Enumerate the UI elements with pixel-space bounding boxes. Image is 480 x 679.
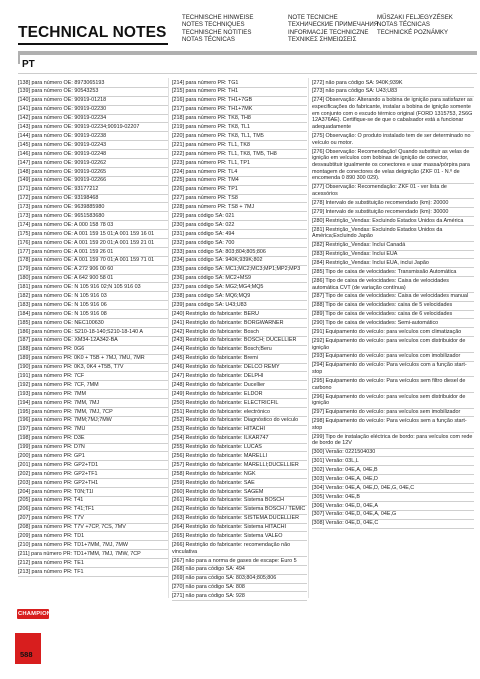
note-entry: [285] Tipo de caixa de velocidades: Transmissão Automática xyxy=(312,268,474,277)
note-entry: [236] para código SA: MC2+MS9 xyxy=(172,275,307,284)
note-entry: [147] para número OE: 90919-02262 xyxy=(18,159,168,168)
header-translations-2 xyxy=(288,14,378,43)
note-entry: [213] para número PR: TF1 xyxy=(18,568,168,577)
note-entry: [300] Versão: 0221504030 xyxy=(312,449,474,458)
note-entry: [140] para número OE: 90919-01218 xyxy=(18,97,168,106)
note-entry: [293] Equipamento do veículo: para veículos com imobilizador xyxy=(312,353,474,362)
note-entry: [145] para número OE: 90919-02243 xyxy=(18,141,168,150)
champion-logo-badge xyxy=(17,609,52,619)
page-title: TECHNICAL NOTES xyxy=(18,24,167,41)
translation: TECHNICKÉ POZNÁMKY xyxy=(377,28,449,36)
title-underline xyxy=(18,43,168,45)
note-entry: [225] para número PR: TM4 xyxy=(172,177,307,186)
note-entry: [197] para número PR: 7MU xyxy=(18,426,168,435)
note-entry: [237] para código SA: MG2;MG4;MQ5 xyxy=(172,283,307,292)
note-entry: [239] para código SA: U43;U83 xyxy=(172,301,307,310)
note-entry: [242] Restrição do fabricante: Bosch xyxy=(172,328,307,337)
note-entry: [216] para número PR: TH1+7GB xyxy=(172,97,307,106)
note-entry: [211] para número PR: TD1+7MM, 7MJ, 7MW, 7CP xyxy=(18,550,168,559)
note-entry: [222] para número PR: TL1, TK8, TM5, TH8 xyxy=(172,150,307,159)
note-entry: [193] para número PR: 7MM xyxy=(18,390,168,399)
translation: ТЕХНИЧЕСКИЕ ПРИМЕЧАНИЯ xyxy=(288,21,379,29)
note-entry: [260] Restrição do fabricante: SAGEM xyxy=(172,488,307,497)
note-entry: [258] Restrição do fabricante: NGK xyxy=(172,470,307,479)
note-entry: [276] Observação: Recomendação! Quando substituir as velas de ignição em veículos com bobinas de ignição de conector, desvaubtituir igualmente os conectores e usar massa/pórpira para montagem de conectores de velas deignição (ZKF 01 - N.º de encomenda 0 890 300 029). xyxy=(312,148,474,184)
note-entry: [308] Versão: 04E,D, 04E,C xyxy=(312,520,474,529)
note-entry: [251] Restrição do fabricante: electrónico xyxy=(172,408,307,417)
note-entry: [233] para código SA: 803;804;805;806 xyxy=(172,248,307,257)
note-entry: [252] Restrição do fabricante: Diagnóstico do veículo xyxy=(172,417,307,426)
note-entry: [282] Restrição_Vendas: Inclui Canadá xyxy=(312,242,474,251)
header-divider-bar xyxy=(18,51,477,55)
note-entry: [259] Restrição do fabricante: SAE xyxy=(172,479,307,488)
note-entry: [297] Equipamento do veículo: para veículos sem imobilizador xyxy=(312,409,474,418)
note-entry: [273] não para código SA: U43;U83 xyxy=(312,88,474,97)
note-entry: [278] Intervalo de substituição recomendado (km): 20000 xyxy=(312,199,474,208)
note-entry: [261] Restrição do fabricante: Sistema BOSCH xyxy=(172,497,307,506)
note-entry: [291] Equipamento do veículo: para veículos com climatização xyxy=(312,328,474,337)
note-entry: [296] Equipamento do veículo: para veículos sem distribuidor de ignição xyxy=(312,393,474,409)
header-translations-1 xyxy=(182,14,253,43)
note-entry: [200] para número PR: GP1 xyxy=(18,452,168,461)
section-divider xyxy=(18,73,477,74)
note-entry: [246] Restrição do fabricante: DELCO REMY xyxy=(172,364,307,373)
note-entry: [217] para número PR: TH1+7MK xyxy=(172,106,307,115)
note-entry: [281] Restrição_Vendas: Excluindo Estados Unidos da América;Excluindo Japão xyxy=(312,226,474,242)
note-entry: [179] para número OE: A 272 906 00 60 xyxy=(18,266,168,275)
note-entry: [288] Tipo de caixa de velocidades: caixa de 5 velocidades xyxy=(312,302,474,311)
note-entry: [302] Versão: 04E,A, 04E,B xyxy=(312,466,474,475)
note-entry: [203] para número PR: GP2+TH1 xyxy=(18,479,168,488)
note-entry: [250] Restrição do fabricante: ELECTRICFIL xyxy=(172,399,307,408)
column-divider xyxy=(308,78,309,598)
note-entry: [218] para número PR: TK8, TH8 xyxy=(172,115,307,124)
note-entry: [212] para número PR: TE1 xyxy=(18,559,168,568)
note-entry: [205] para número PR: T41 xyxy=(18,497,168,506)
note-entry: [172] para número OE: 93198468 xyxy=(18,195,168,204)
note-entry: [175] para número OE: A 001 159 15 01;A 001 159 16 01 xyxy=(18,230,168,239)
note-entry: [221] para número PR: TL1, TK8 xyxy=(172,141,307,150)
note-entry: [185] para número OE: NEC100630 xyxy=(18,319,168,328)
note-entry: [226] para número PR: TP1 xyxy=(172,186,307,195)
note-entry: [305] Versão: 04E,B xyxy=(312,493,474,502)
note-entry: [215] para número PR: TH1 xyxy=(172,88,307,97)
note-entry: [294] Equipamento do veículo: Para veículos com a função start-stop xyxy=(312,362,474,378)
note-entry: [289] Tipo de caixa de velocidades: caixa de 6 velocidades xyxy=(312,311,474,320)
note-entry: [138] para número OE: 8973065193 xyxy=(18,79,168,88)
note-entry: [265] Restrição do fabricante: Sistema VALEO xyxy=(172,532,307,541)
note-entry: [274] Observação: Alterando a bobina de ignição para satisfazer as especificações do fabricante, instalar a bobina de ignição somente em conjunto com o escudo térmico original (FORD 1315753, 2S6G 12A376AE). Certifique-se de que o cabalsador está a funcionar adequadamente xyxy=(312,97,474,133)
note-entry: [204] para número PR: T0N;T1I xyxy=(18,488,168,497)
translation: TECHNISCHE HINWEISE xyxy=(182,14,254,21)
translation: NOTES TECHNIQUES xyxy=(182,21,245,29)
note-entry: [253] Restrição do fabricante: HITACHI xyxy=(172,426,307,435)
note-entry: [219] para número PR: TK8, TL1 xyxy=(172,123,307,132)
champion-logo xyxy=(15,603,52,631)
note-entry: [144] para número OE: 90919-02238 xyxy=(18,132,168,141)
note-entry: [202] para número PR: GP2+TF1 xyxy=(18,470,168,479)
note-entry: [238] para código SA: MQ6;MQ9 xyxy=(172,292,307,301)
translation: NOTAS TÉCNICAS xyxy=(182,35,235,43)
notes-column-left xyxy=(18,79,168,577)
note-entry: [181] para número OE: N 105 916 02;N 105 916 03 xyxy=(18,283,168,292)
note-entry: [303] Versão: 04E,A, 04E,D xyxy=(312,475,474,484)
note-entry: [196] para número PR: 7MM;7MJ;7MW xyxy=(18,417,168,426)
note-entry: [264] Restrição do fabricante: Sistema HITACHI xyxy=(172,524,307,533)
note-entry: [230] para código SA: 022 xyxy=(172,221,307,230)
note-entry: [182] para número OE: N 105 916 03 xyxy=(18,292,168,301)
note-entry: [224] para número PR: TL4 xyxy=(172,168,307,177)
note-entry: [277] Observação: Recomendação: ZKF 01 - ver lista de acessórios xyxy=(312,184,474,200)
note-entry: [244] Restrição do fabricante: Bosch;Beru xyxy=(172,346,307,355)
note-entry: [143] para número OE: 90919-02234;90919-02207 xyxy=(18,123,168,132)
note-entry: [275] Observação: O produto instalado tem de ser determinado no veículo ou motor. xyxy=(312,132,474,148)
note-entry: [231] para código SA: 494 xyxy=(172,230,307,239)
note-entry: [292] Equipamento do veículo: para veículos com distribuidor de ignição xyxy=(312,337,474,353)
notes-column-middle xyxy=(172,79,307,601)
note-entry: [208] para número PR: T7V +7CP, 7CS, 7MV xyxy=(18,524,168,533)
note-entry: [241] Restrição do fabricante: BORGWARNER xyxy=(172,319,307,328)
note-entry: [279] Intervalo de substituição recomendado (km): 30000 xyxy=(312,208,474,217)
note-entry: [214] para número PR: TG1 xyxy=(172,79,307,88)
note-entry: [299] Tipo de instalação eléctrica de bordo: para veículos com rede de bordo de 12V xyxy=(312,433,474,449)
note-entry: [270] não para código SA: 808 xyxy=(172,584,307,593)
note-entry: [256] Restrição do fabricante: MARELLI xyxy=(172,452,307,461)
note-entry: [255] Restrição do fabricante: LUCAS xyxy=(172,444,307,453)
note-entry: [141] para número OE: 90919-02230 xyxy=(18,106,168,115)
note-entry: [194] para número PR: 7MM, 7MJ xyxy=(18,399,168,408)
note-entry: [227] para número PR: TS8 xyxy=(172,195,307,204)
note-entry: [199] para número PR: D7N xyxy=(18,444,168,453)
note-entry: [195] para número PR: 7MM, 7MJ, 7CP xyxy=(18,408,168,417)
note-entry: [229] para código SA: 021 xyxy=(172,212,307,221)
page-number: 588 xyxy=(20,650,33,659)
note-entry: [245] Restrição do fabricante: Bremi xyxy=(172,355,307,364)
note-entry: [148] para número OE: 90919-02265 xyxy=(18,168,168,177)
note-entry: [272] não para código SA: 940K;939K xyxy=(312,79,474,88)
note-entry: [262] Restrição do fabricante: Sistema BOSCH / TEMIC xyxy=(172,506,307,515)
note-entry: [286] Tipo de caixa de velocidades: Caixa de velocidades automática CVT (de variação contínua) xyxy=(312,277,474,293)
note-entry: [206] para número PR: T41;TF1 xyxy=(18,506,168,515)
note-entry: [176] para número OE: A 001 159 20 01;A 001 159 21 01 xyxy=(18,239,168,248)
note-entry: [298] Equipamento do veículo: Para veículos sem a função start-stop xyxy=(312,417,474,433)
note-entry: [173] para número OE: 9639885980 xyxy=(18,203,168,212)
note-entry: [178] para número OE: A 001 159 70 01;A 001 159 71 01 xyxy=(18,257,168,266)
note-entry: [223] para número PR: TL1, TP1 xyxy=(172,159,307,168)
note-entry: [290] Tipo de caixa de velocidades: Semi-automático xyxy=(312,319,474,328)
note-entry: [269] não para código SA: 803;804;805;806 xyxy=(172,575,307,584)
note-entry: [177] para número OE: A 001 159 26 01 xyxy=(18,248,168,257)
note-entry: [283] Restrição_Vendas: Inclui EUA xyxy=(312,251,474,260)
note-entry: [284] Restrição_Vendas: Inclui EUA, inclui Japão xyxy=(312,259,474,268)
note-entry: [171] para número OE: 93177212 xyxy=(18,186,168,195)
note-entry: [280] Restrição_Vendas: Excluindo Estados Unidos da América xyxy=(312,217,474,226)
note-entry: [266] Restrição do fabricante: recomendação não vinculativa xyxy=(172,541,307,557)
note-entry: [142] para número OE: 90919-02234 xyxy=(18,115,168,124)
note-entry: [304] Versão: 04E,A, 04E,D, 04E,G, 04E,C xyxy=(312,484,474,493)
header-translations-3 xyxy=(377,14,453,36)
brand-name: CHAMPION xyxy=(18,611,52,617)
note-entry: [248] Restrição do fabricante: Ducellier xyxy=(172,381,307,390)
note-entry: [249] Restrição do fabricante: ELDOR xyxy=(172,390,307,399)
note-entry: [173] para número OE: 9651583680 xyxy=(18,212,168,221)
note-entry: [180] para número OE: A 642 900 58 01 xyxy=(18,275,168,284)
section-label: PT xyxy=(22,59,35,70)
note-entry: [268] não para código SA: 494 xyxy=(172,566,307,575)
translation: MŰSZAKI FELJEGYZÉSEK xyxy=(377,14,453,21)
translation: NOTE TECNICHE xyxy=(288,14,338,21)
note-entry: [184] para número OE: N 105 916 08 xyxy=(18,310,168,319)
note-entry: [188] para número PR: 0G6 xyxy=(18,346,168,355)
note-entry: [149] para número OE: 90919-02266 xyxy=(18,177,168,186)
note-entry: [183] para número OE: N 105 916 06 xyxy=(18,301,168,310)
brand-block xyxy=(15,603,52,671)
note-entry: [201] para número PR: GP2+TD1 xyxy=(18,461,168,470)
note-entry: [220] para número PR: TK8, TL1, TM5 xyxy=(172,132,307,141)
note-entry: [263] Restrição do fabricante: SISTEMA DUCELLIER xyxy=(172,515,307,524)
note-entry: [139] para número OE: 90543253 xyxy=(18,88,168,97)
page-header xyxy=(0,0,480,50)
note-entry: [191] para número PR: 7CF xyxy=(18,372,168,381)
note-entry: [192] para número PR: 7CF, 7MM xyxy=(18,381,168,390)
brand-color-stripe xyxy=(15,633,41,664)
note-entry: [257] Restrição do fabricante: MARELLI;DUCELLIER xyxy=(172,461,307,470)
note-entry: [295] Equipamento do veículo: Para veículos sem filtro diesel de carbono xyxy=(312,377,474,393)
note-entry: [232] para código SA: 700 xyxy=(172,239,307,248)
note-entry: [189] para número PR: 0K0 + T5B + 7MJ, 7MU, 7MR xyxy=(18,355,168,364)
note-entry: [287] Tipo de caixa de velocidades: Caixa de velocidades manual xyxy=(312,293,474,302)
note-entry: [267] não para a norma de gases de escape: Euro 5 xyxy=(172,557,307,566)
notes-column-right xyxy=(312,79,474,529)
note-entry: [306] Versão: 04E,D, 04E,A xyxy=(312,502,474,511)
translation: ΤΕΧΝΙΚΕΣ ΣΗΜΕΙΩΣΕΙΣ xyxy=(288,35,357,43)
note-entry: [247] Restrição do fabricante: DELPHI xyxy=(172,372,307,381)
note-entry: [146] para número OE: 90919-02248 xyxy=(18,150,168,159)
note-entry: [271] não para código SA: 928 xyxy=(172,592,307,601)
note-entry: [307] Versão: 04E,D, 04E,A, 04E,G xyxy=(312,511,474,520)
translation: TECHNISCHE NOTITIES xyxy=(182,28,252,36)
column-divider xyxy=(168,78,169,598)
note-entry: [235] para código SA: MC1;MC2;MC3;MP1;MP2;MP3 xyxy=(172,266,307,275)
note-entry: [243] Restrição do fabricante: BOSCH; DUCELLIER xyxy=(172,337,307,346)
note-entry: [254] Restrição do fabricante: ILKAR747 xyxy=(172,435,307,444)
note-entry: [210] para número PR: TD1+7MM, 7MJ, 7MW xyxy=(18,541,168,550)
note-entry: [186] para número OE: S210-18-140;S210-18-140 A xyxy=(18,328,168,337)
note-entry: [209] para número PR: TD1 xyxy=(18,532,168,541)
note-entry: [190] para número PR: 0K3, 0K4 +T5B, T7V xyxy=(18,364,168,373)
note-entry: [174] para número OE: A 000 158 78 03 xyxy=(18,221,168,230)
note-entry: [234] para código SA: 940K;939K;802 xyxy=(172,257,307,266)
note-entry: [228] para número PR: TS8 + 7MJ xyxy=(172,203,307,212)
note-entry: [240] Restrição do fabricante: BERU xyxy=(172,310,307,319)
note-entry: [207] para número PR: T7V xyxy=(18,515,168,524)
translation: NOTAS TÉCNICAS xyxy=(377,21,430,29)
note-entry: [301] Versão: 03L,L xyxy=(312,457,474,466)
note-entry: [198] para número PR: D3E xyxy=(18,435,168,444)
translation: INFORMACJE TECHNICZNE xyxy=(288,28,369,36)
note-entry: [187] para número OE: XM34-12A342-BA xyxy=(18,337,168,346)
